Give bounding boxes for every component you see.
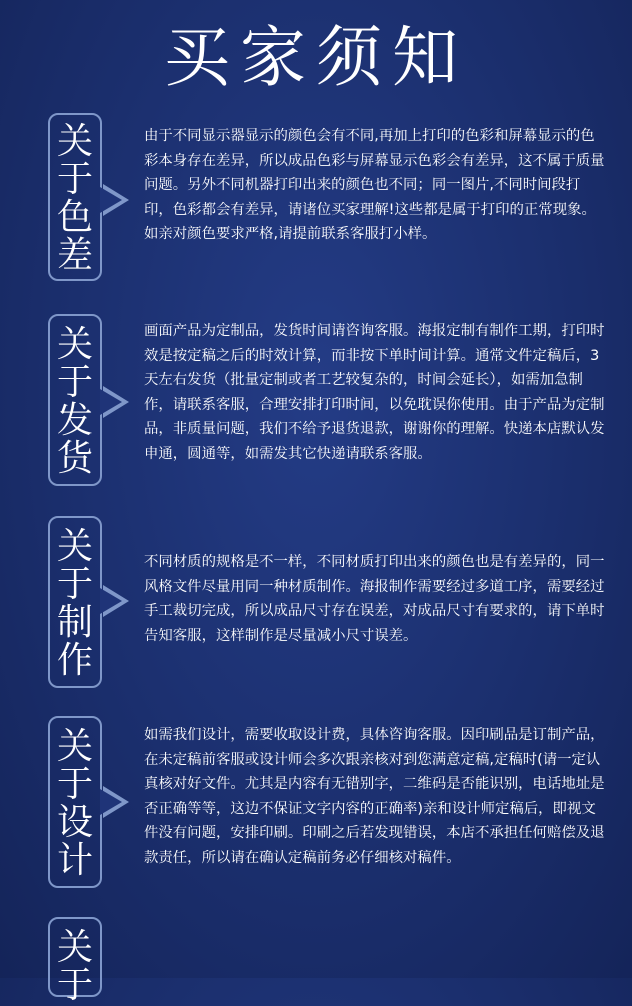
tag-char: 关: [56, 726, 93, 767]
section-tag: [48, 917, 102, 1006]
section-tag: [48, 113, 102, 281]
tag-char: 设: [56, 802, 93, 843]
tag-char: 于: [56, 362, 93, 403]
pointer-arrow-icon: [103, 184, 129, 216]
page-title: 买家须知: [164, 19, 468, 96]
tag-char: 计: [56, 840, 93, 881]
section-tag: [48, 716, 102, 888]
pointer-arrow-icon: [103, 786, 129, 818]
tag-char: 关: [56, 324, 93, 365]
tag-char: 制: [56, 602, 93, 643]
pointer-arrow-icon: [103, 585, 129, 617]
section-text: 画面产品为定制品，发货时间请咨询客服。海报定制有制作工期，打印时效是按定稿之后的时效计算，而非按下单时间计算。通常文件定稿后，3天左右发货（批量定制或者工艺较复杂的，时间会延长），如需加急制作，请联系客服，合理安排打印时间，以免耽误你使用。由于产品为定制品，非质量问题，我们不给予退货退款，谢谢你的理解。快递本店默认发申通，圆通等，如需发其它快递请联系客服。: [144, 323, 605, 462]
pointer-arrow-icon: [103, 386, 129, 418]
tag-char: 于: [56, 764, 93, 805]
section-text: 由于不同显示器显示的颜色会有不同,再加上打印的色彩和屏幕显示的色彩本身存在差异，所以成品色彩与屏幕显示色彩会有差异，这不属于质量问题。另外不同机器打印出来的颜色也不同；同一图片,不同时间段打印，色彩都会有差异，请诸位买家理解!这些都是属于打印的正常现象。如亲对颜色要求严格,请提前联系客服打小样。: [144, 128, 605, 243]
tag-char: 货: [56, 438, 93, 479]
tag-char: 差: [56, 235, 93, 276]
section-text: 不同材质的规格是不一样，不同材质打印出来的颜色也是有差异的，同一风格文件尽量用同一种材质制作。海报制作需要经过多道工序，需要经过手工裁切完成，所以成品尺寸存在误差，对成品尺寸有要求的，请下单时告知客服，这样制作是尽量减小尺寸误差。: [144, 554, 605, 644]
tag-char: 发: [56, 400, 93, 441]
section-tag: [48, 516, 102, 688]
tag-char: 于: [56, 564, 93, 605]
tag-char: 关: [56, 526, 93, 567]
tag-char: 作: [56, 640, 93, 681]
section-tag: [48, 314, 102, 486]
tag-char: 关: [56, 121, 93, 162]
section-text: 如需我们设计，需要收取设计费，具体咨询客服。因印刷品是订制产品，在未定稿前客服或设计师会多次跟亲核对到您满意定稿,定稿时(请一定认真核对好文件。尤其是内容有无错别字，二维码是否能识别，电话地址是否正确等等，这边不保证文字内容的正确率)亲和设计师定稿后，即视文件没有问题，安排印刷。印刷之后若发现错误，本店不承担任何赔偿及退款责任，所以请在确认定稿前务必仔细核对稿件。: [144, 727, 605, 866]
tag-char: 于: [56, 159, 93, 200]
tag-char: 于: [56, 965, 93, 1006]
tag-char: 关: [56, 927, 93, 968]
tag-char: 色: [56, 197, 93, 238]
